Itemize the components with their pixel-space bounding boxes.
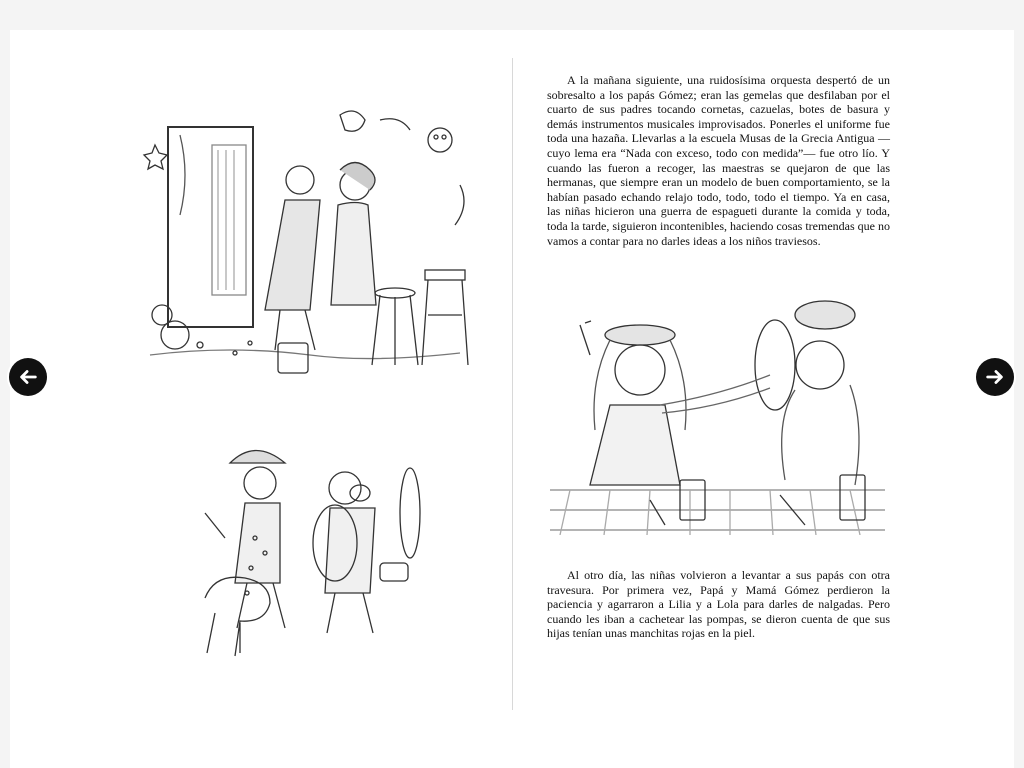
- page-gutter: [512, 58, 513, 710]
- arrow-left-icon: [17, 366, 39, 388]
- illustration-twins-marching: [185, 428, 435, 668]
- next-page-button[interactable]: [976, 358, 1014, 396]
- illustration-spaghetti-fight: [550, 295, 885, 535]
- previous-page-button[interactable]: [9, 358, 47, 396]
- arrow-right-icon: [984, 366, 1006, 388]
- illustration-parents-at-door: [140, 105, 480, 385]
- story-paragraph-1: A la mañana siguiente, una ruidosísima orquesta despertó de un sobresalto a los papás Gómez; eran las gemelas que desfilaban por el cuarto de sus padres tocando cornetas, cazuelas, botes de basura y demás instrumentos musicales improvisados. Ponerles el uniforme fue toda una hazaña. Llevarlas a la escuela Musas de la Grecia Antigua —cuyo lema era “Nada con exceso, todo con medida”— fue otro lío. Y cuando las fueron a recoger, las maestras se quejaron de que las hermanas, que siempre eran un modelo de buen comportamiento, se la habían pasado echando relajo todo, todo, todo el tiempo. Ya en casa, las niñas hicieron una guerra de espagueti durante la comida y toda, toda la tarde, siguieron incontenibles, haciendo cosas tremendas que no vamos a contar para no darles ideas a los niños traviesos.: [547, 73, 890, 248]
- story-paragraph-2: Al otro día, las niñas volvieron a levantar a sus papás con otra travesura. Por primera vez, Papá y Mamá Gómez perdieron la paciencia y agarraron a Lilia y a Lola para darles de nalgadas. Pero cuando les iban a cachetear las pompas, se dieron cuenta de que sus hijas tenían unas manchitas rojas en la piel.: [547, 568, 890, 641]
